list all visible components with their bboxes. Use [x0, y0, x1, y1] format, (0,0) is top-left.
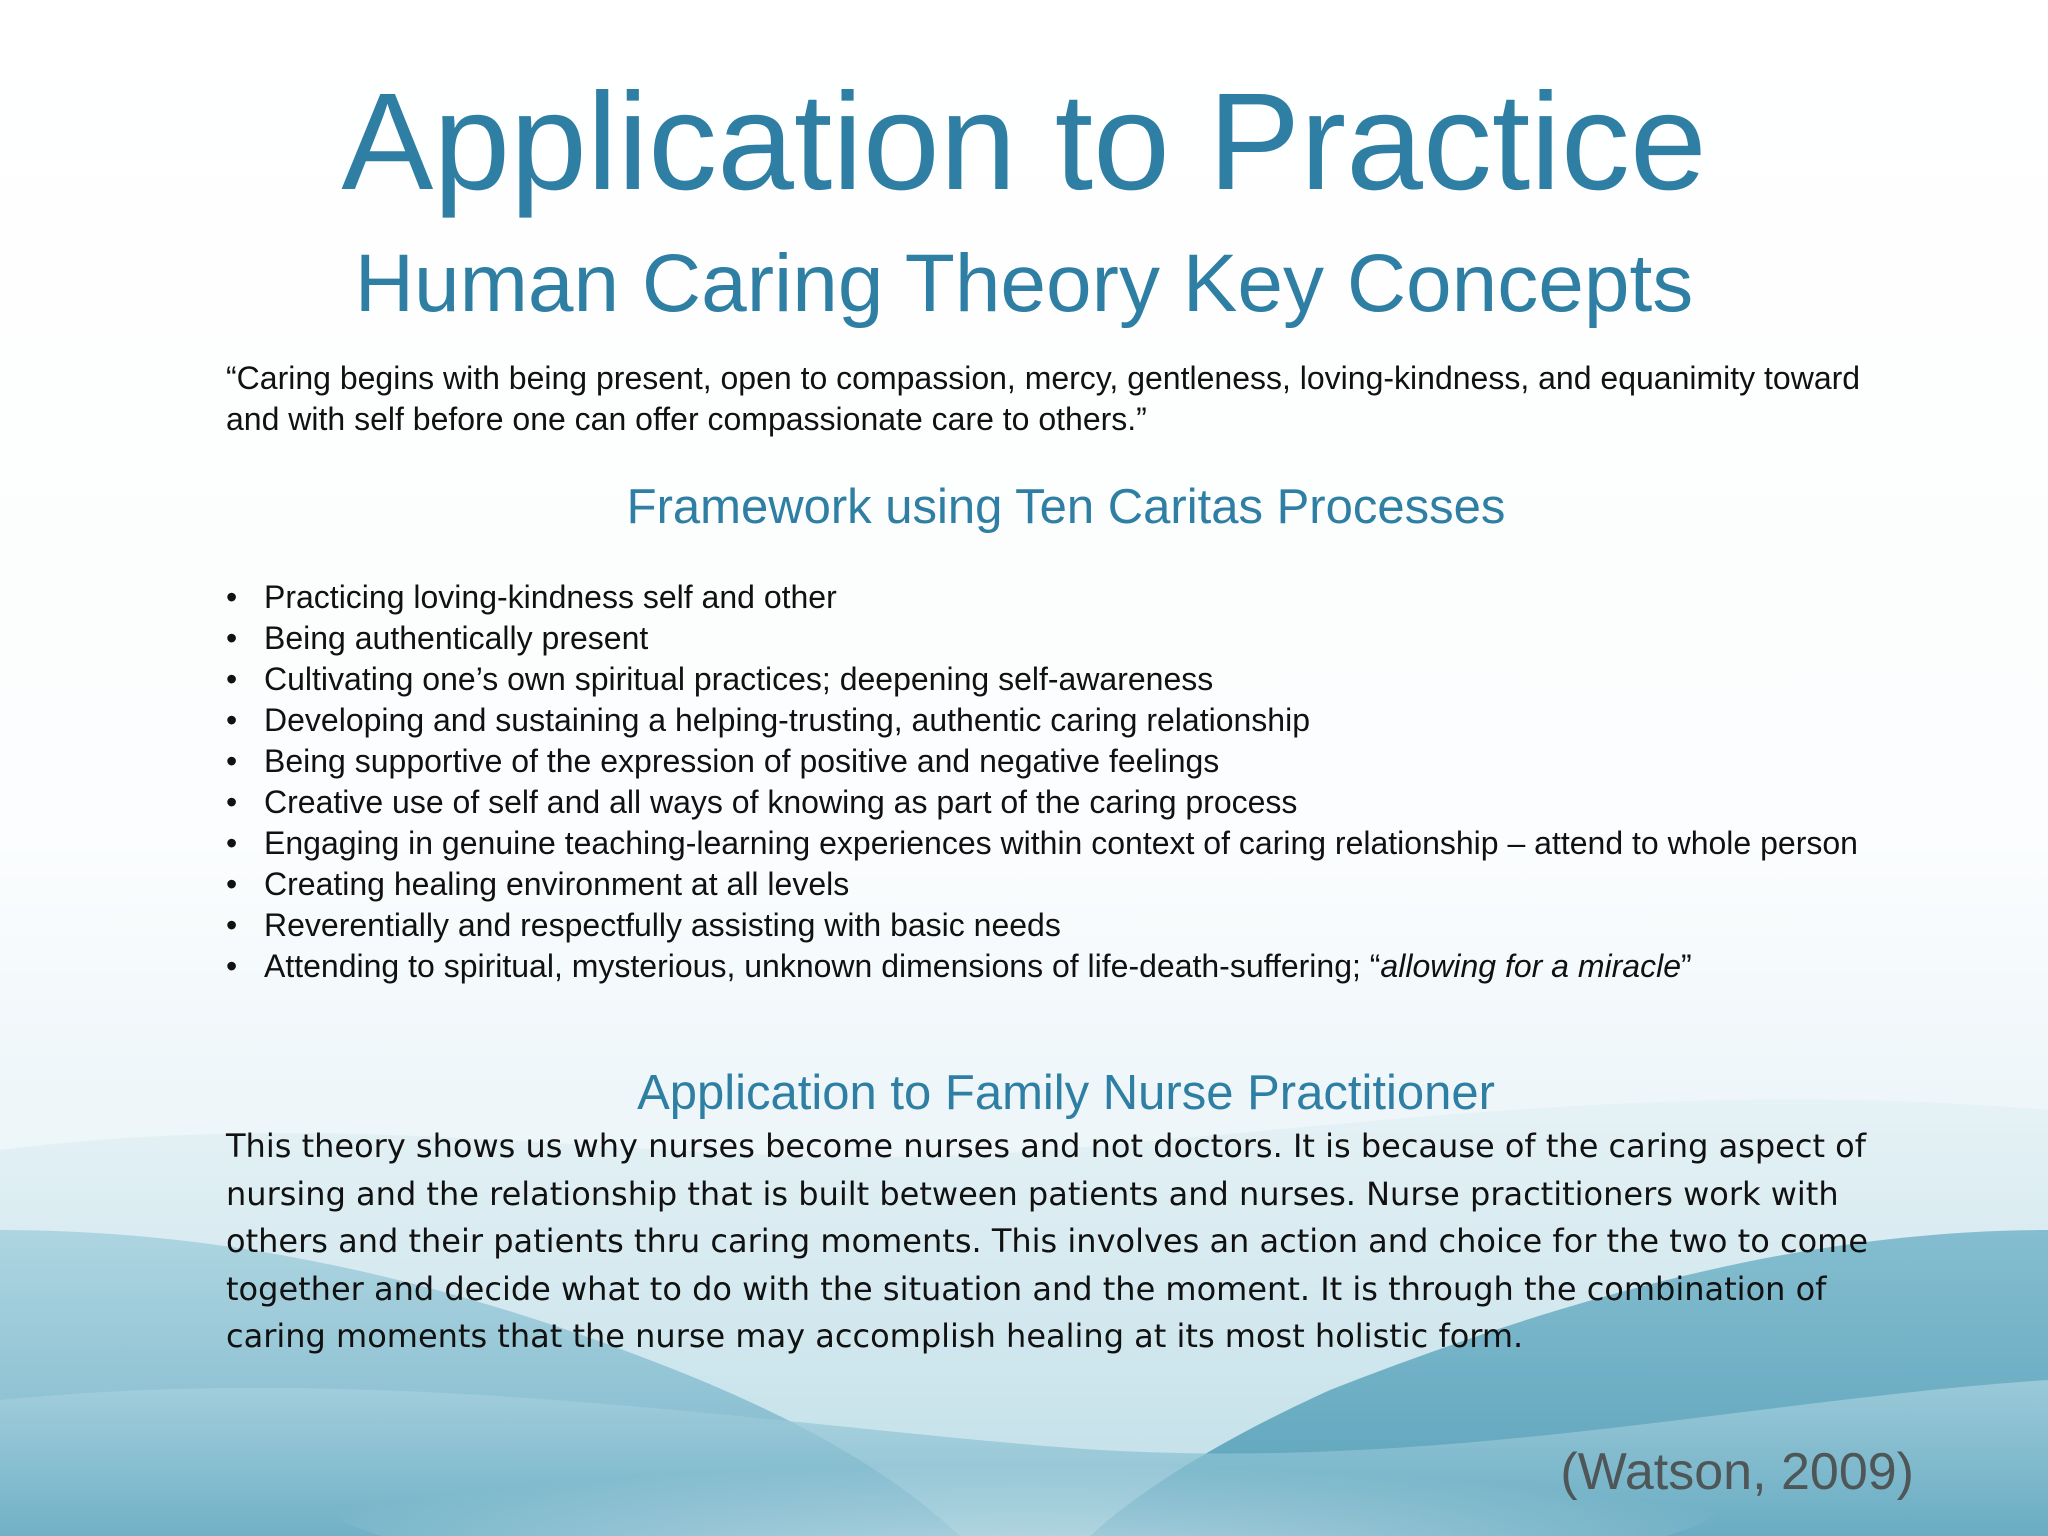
list-item-text: Engaging in genuine teaching-learning experiences within context of caring relationship – attend to whole person	[264, 825, 1858, 861]
list-item	[226, 741, 1906, 782]
bullet-icon: •	[226, 948, 238, 984]
bullet-icon: •	[226, 661, 238, 697]
framework-heading: Framework using Ten Caritas Processes	[626, 480, 1506, 534]
application-paragraph: This theory shows us why nurses become nurses and not doctors. It is because of the caring aspect of nursing and the relationship that is built between patients and nurses. Nurse practitioners work with others and their patients thru caring moments. This involves an action and choice for the two to come together and decide what to do with the situation and the moment. It is through the combination of caring moments that the nurse may accomplish healing at its most holistic form.	[226, 1127, 1868, 1356]
bullet-icon: •	[226, 620, 238, 656]
list-item	[226, 864, 1906, 905]
list-item-text: Reverentially and respectfully assisting with basic needs	[264, 907, 1061, 943]
list-item-text: Creative use of self and all ways of knowing as part of the caring process	[264, 784, 1298, 820]
list-item	[226, 946, 1906, 987]
list-item-text: Practicing loving-kindness self and other	[264, 579, 837, 615]
bullet-icon: •	[226, 743, 238, 779]
slide-title: Application to Practice	[341, 65, 1707, 219]
list-item	[226, 659, 1906, 700]
bullet-icon: •	[226, 702, 238, 738]
list-item-text: Attending to spiritual, mysterious, unknown dimensions of life-death-suffering; “	[264, 948, 1381, 984]
list-item-text: Being supportive of the expression of positive and negative feelings	[264, 743, 1220, 779]
list-item	[226, 823, 1906, 864]
list-item	[226, 577, 1906, 618]
caritas-process-list	[226, 577, 1906, 987]
list-item	[226, 618, 1906, 659]
bullet-icon: •	[226, 907, 238, 943]
list-item	[226, 905, 1906, 946]
list-item-text: Cultivating one’s own spiritual practices; deepening self-awareness	[264, 661, 1214, 697]
slide-subtitle: Human Caring Theory Key Concepts	[354, 238, 1694, 329]
application-heading: Application to Family Nurse Practitioner	[637, 1066, 1495, 1120]
citation: (Watson, 2009)	[1560, 1443, 1914, 1501]
bullet-icon: •	[226, 866, 238, 902]
list-item-text: Creating healing environment at all levels	[264, 866, 850, 902]
bullet-icon: •	[226, 784, 238, 820]
bullet-icon: •	[226, 825, 238, 861]
list-item	[226, 700, 1906, 741]
list-item	[226, 782, 1906, 823]
list-item-text: Developing and sustaining a helping-trusting, authentic caring relationship	[264, 702, 1310, 738]
list-item-suffix: ”	[1680, 948, 1692, 984]
bullet-icon: •	[226, 579, 238, 615]
list-item-emphasis: allowing for a miracle	[1380, 948, 1681, 984]
list-item-text: Being authentically present	[264, 620, 649, 656]
caring-quote: “Caring begins with being present, open to compassion, mercy, gentleness, loving-kindness, and equanimity toward and with self before one can offer compassionate care to others.”	[226, 360, 1861, 437]
